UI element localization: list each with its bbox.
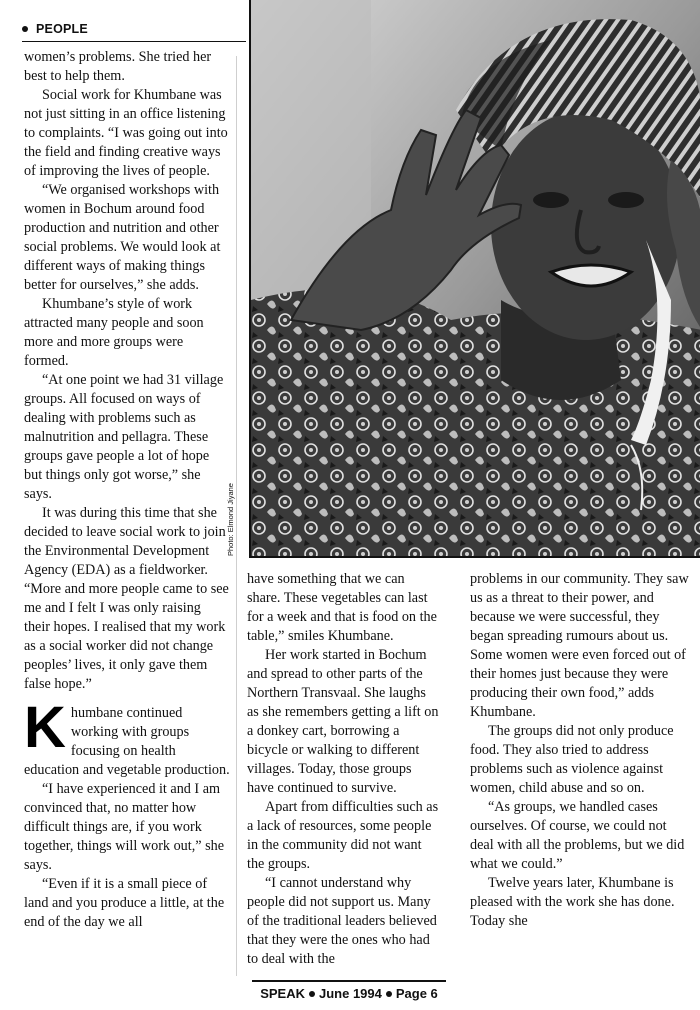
paragraph: women’s problems. She tried her best to help them. (24, 49, 212, 84)
section-label: PEOPLE (36, 22, 88, 36)
paragraph: It was during this time that she decided to leave social work to join the Environmental Development Agency (EDA) as a fieldworker. “More and more people came to see me and I felt I was only raising their hopes. I realised that my work as a social worker did not change peoples’ lives, it only gave them false hope.” (24, 505, 229, 692)
bullet-icon (22, 26, 28, 32)
paragraph: The groups did not only produce food. They also tried to address problems such as violence against women, child abuse and so on. (470, 723, 674, 796)
page-number: Page 6 (395, 986, 438, 1001)
paragraph: problems in our community. They saw us as a threat to their power, and because we were successful, they began spreading rumours about us. Some women were even forced out of their homes just because they were producing their own food,” adds Khumbane. (470, 571, 689, 720)
magazine-name: SPEAK (260, 986, 305, 1001)
column-divider (236, 56, 237, 976)
paragraph: “As groups, we handled cases ourselves. Of course, we could not deal with all the problems, but we did what we could.” (470, 799, 685, 872)
paragraph: Her work started in Bochum and spread to other parts of the Northern Transvaal. She laughs as she remembers getting a lift on a donkey cart, borrowing a bicycle or walking to different villages. Today, those groups have continued to survive. (247, 647, 439, 796)
paragraph: Khumbane’s style of work attracted many people and soon more and more groups were formed. (24, 296, 204, 369)
paragraph: Social work for Khumbane was not just sitting in an office listening to complaints. “I was going out into the field and finding creative ways of improving the lives of people. (24, 87, 228, 179)
paragraph: Twelve years later, Khumbane is pleased with the work she has done. Today she (470, 875, 675, 929)
article-column-3 (470, 570, 692, 931)
paragraph: “Even if it is a small piece of land and you produce a little, at the end of the day we all (24, 876, 225, 930)
portrait-photo (249, 0, 700, 558)
article-column-2 (247, 570, 439, 969)
dropcap-paragraph (24, 695, 230, 780)
paragraph: “I have experienced it and I am convinced that, no matter how difficult things are, if you work together, things will work out,” she says. (24, 781, 224, 873)
paragraph: “At one point we had 31 village groups. All focused on ways of dealing with problems such as malnutrition and pellagra. These groups gave people a lot of hope but things only got worse,” she says. (24, 372, 224, 502)
paragraph: have something that we can share. These vegetables can last for a week and that is food on the table,” smiles Khumbane. (247, 571, 437, 644)
article-column-1 (24, 48, 230, 932)
drop-cap: K (24, 695, 66, 760)
paragraph: Apart from difficulties such as a lack of resources, some people in the community did not want the groups. (247, 799, 439, 872)
page-footer (252, 986, 446, 1001)
paragraph: “We organised workshops with women in Bochum around food production and nutrition and other social problems. We would look at different ways of making things better for ourselves,” she adds. (24, 182, 221, 293)
footer-rule (252, 980, 446, 982)
section-header (22, 22, 246, 42)
bullet-icon (386, 991, 392, 997)
paragraph-text: humbane continued working with groups focusing on health education and vegetable production. (24, 705, 230, 778)
bullet-icon (309, 991, 315, 997)
paragraph: “I cannot understand why people did not support us. Many of the traditional leaders believed that they were the ones who had to deal with the (247, 875, 437, 967)
photo-credit: Photo: Elmond Jiyane (226, 483, 235, 556)
issue-date: June 1994 (319, 986, 382, 1001)
portrait-illustration (251, 0, 700, 558)
